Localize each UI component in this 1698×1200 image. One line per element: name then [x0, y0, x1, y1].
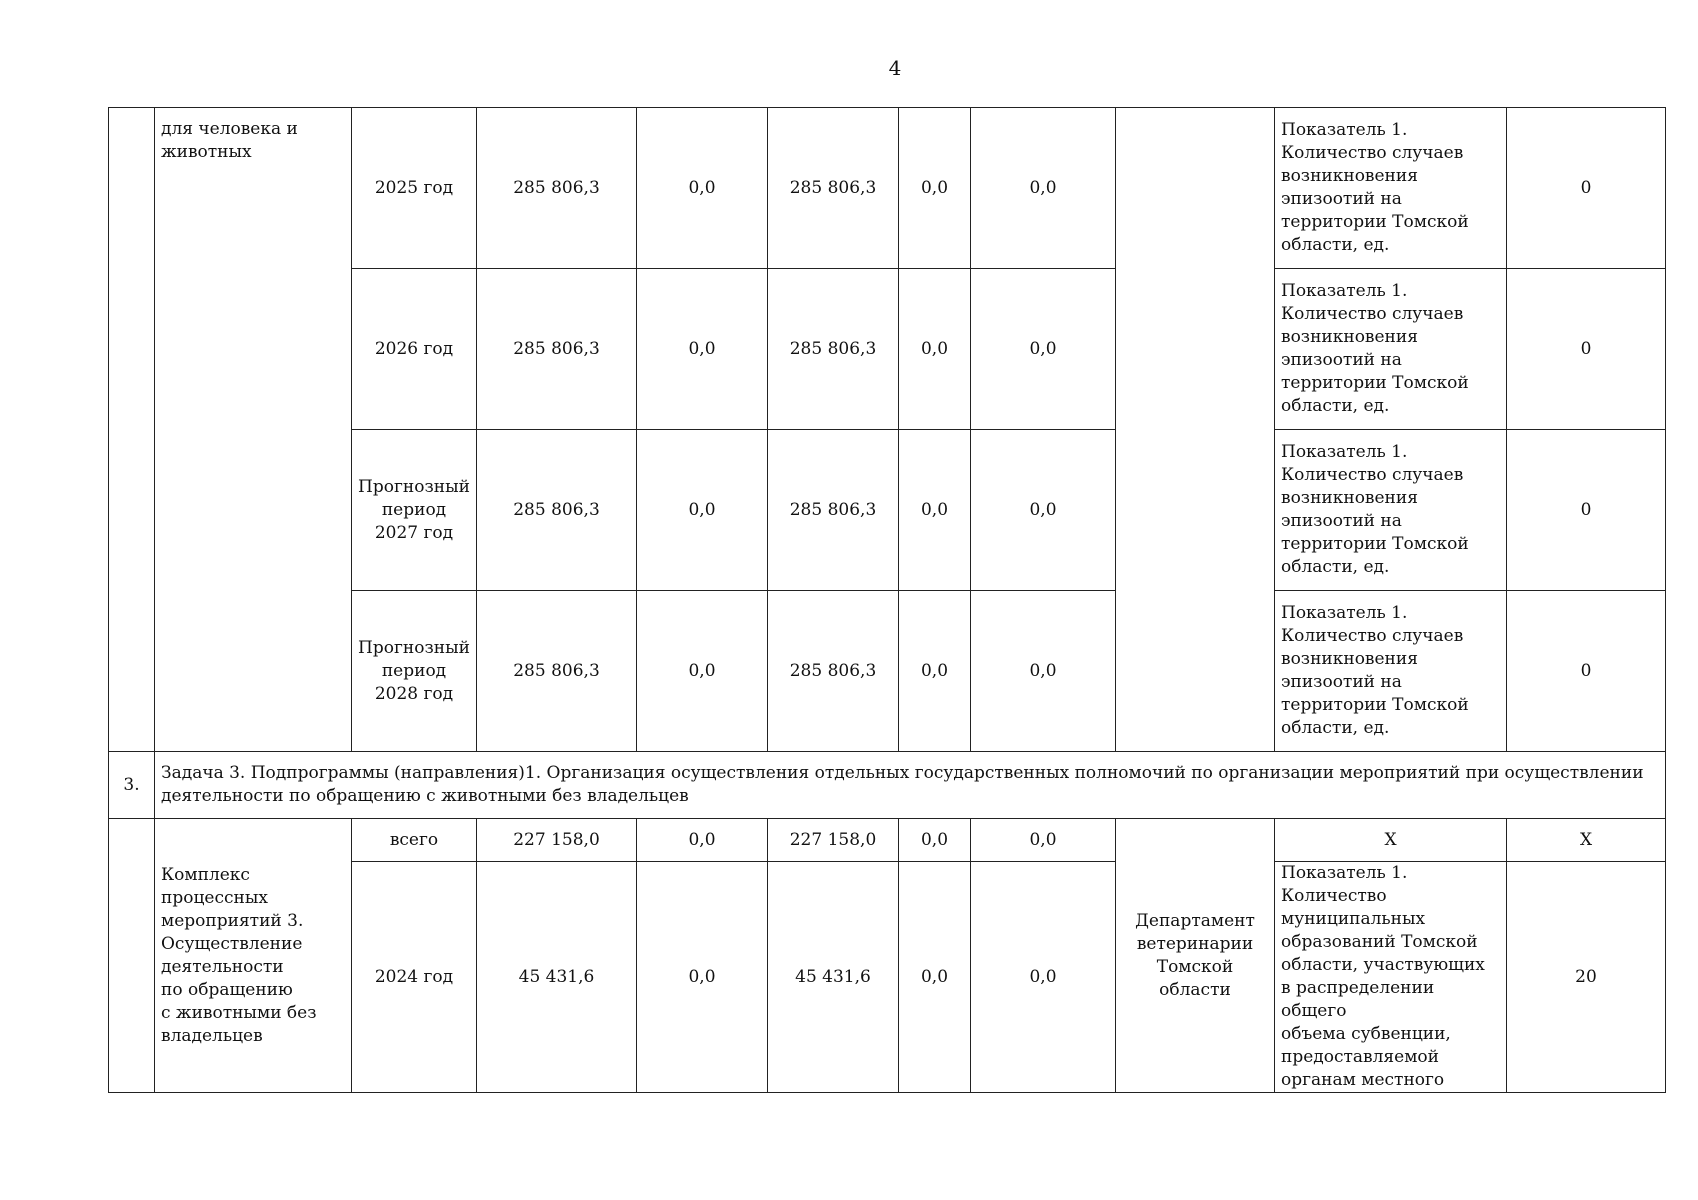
- table-row: [109, 819, 1666, 862]
- budget-table: [108, 107, 1666, 1093]
- other-cell: 0,0: [971, 819, 1116, 862]
- indicator-cell: Показатель 1. Количество случаев возникновения эпизоотий на территории Томской области, ед.: [1275, 430, 1507, 591]
- period-cell: Прогнозный период 2028 год: [352, 591, 477, 752]
- other-cell: 0,0: [971, 430, 1116, 591]
- regional-cell: 227 158,0: [768, 819, 899, 862]
- number-cell: [109, 819, 155, 1093]
- regional-cell: 45 431,6: [768, 862, 899, 1093]
- period-cell: 2025 год: [352, 108, 477, 269]
- municipal-cell: 0,0: [899, 591, 971, 752]
- indicator-value-cell: 0: [1507, 430, 1666, 591]
- period-cell: 2024 год: [352, 862, 477, 1093]
- period-cell: Прогнозный период 2027 год: [352, 430, 477, 591]
- executor-cell: [1116, 108, 1275, 752]
- other-cell: 0,0: [971, 269, 1116, 430]
- municipal-cell: 0,0: [899, 862, 971, 1093]
- indicator-cell: Показатель 1. Количество случаев возникновения эпизоотий на территории Томской области, ед.: [1275, 269, 1507, 430]
- total-cell: 45 431,6: [477, 862, 637, 1093]
- indicator-cell: Показатель 1. Количество муниципальных образований Томской области, участвующих в распределении общего объема субвенции, предоставляемой органам местного: [1275, 862, 1507, 1093]
- municipal-cell: 0,0: [899, 108, 971, 269]
- table-row: [109, 108, 1666, 269]
- page-number: 4: [888, 56, 902, 80]
- period-cell: 2026 год: [352, 269, 477, 430]
- federal-cell: 0,0: [637, 862, 768, 1093]
- indicator-value-cell: 0: [1507, 108, 1666, 269]
- indicator-value-cell: X: [1507, 819, 1666, 862]
- measure-description: Комплекс процессных мероприятий 3. Осуществление деятельности по обращению с животными без владельцев: [155, 819, 352, 1093]
- other-cell: 0,0: [971, 591, 1116, 752]
- federal-cell: 0,0: [637, 269, 768, 430]
- federal-cell: 0,0: [637, 108, 768, 269]
- indicator-value-cell: 0: [1507, 591, 1666, 752]
- regional-cell: 285 806,3: [768, 108, 899, 269]
- federal-cell: 0,0: [637, 819, 768, 862]
- regional-cell: 285 806,3: [768, 591, 899, 752]
- total-cell: 285 806,3: [477, 430, 637, 591]
- task-number: 3.: [109, 752, 155, 819]
- total-cell: 285 806,3: [477, 269, 637, 430]
- executor-cell: Департамент ветеринарии Томской области: [1116, 819, 1275, 1093]
- total-cell: 285 806,3: [477, 591, 637, 752]
- municipal-cell: 0,0: [899, 430, 971, 591]
- municipal-cell: 0,0: [899, 269, 971, 430]
- measure-description: для человека и животных: [155, 108, 352, 752]
- indicator-value-cell: 20: [1507, 862, 1666, 1093]
- regional-cell: 285 806,3: [768, 430, 899, 591]
- federal-cell: 0,0: [637, 430, 768, 591]
- period-cell: всего: [352, 819, 477, 862]
- federal-cell: 0,0: [637, 591, 768, 752]
- indicator-cell: X: [1275, 819, 1507, 862]
- indicator-cell: Показатель 1. Количество случаев возникновения эпизоотий на территории Томской области, ед.: [1275, 591, 1507, 752]
- task-description: Задача 3. Подпрограммы (направления)1. Организация осуществления отдельных государственных полномочий по организации мероприятий при осуществлении деятельности по обращению с животными без владельцев: [155, 752, 1666, 819]
- total-cell: 285 806,3: [477, 108, 637, 269]
- other-cell: 0,0: [971, 108, 1116, 269]
- indicator-value-cell: 0: [1507, 269, 1666, 430]
- task-row: [109, 752, 1666, 819]
- municipal-cell: 0,0: [899, 819, 971, 862]
- regional-cell: 285 806,3: [768, 269, 899, 430]
- number-cell: [109, 108, 155, 752]
- other-cell: 0,0: [971, 862, 1116, 1093]
- indicator-cell: Показатель 1. Количество случаев возникновения эпизоотий на территории Томской области, ед.: [1275, 108, 1507, 269]
- total-cell: 227 158,0: [477, 819, 637, 862]
